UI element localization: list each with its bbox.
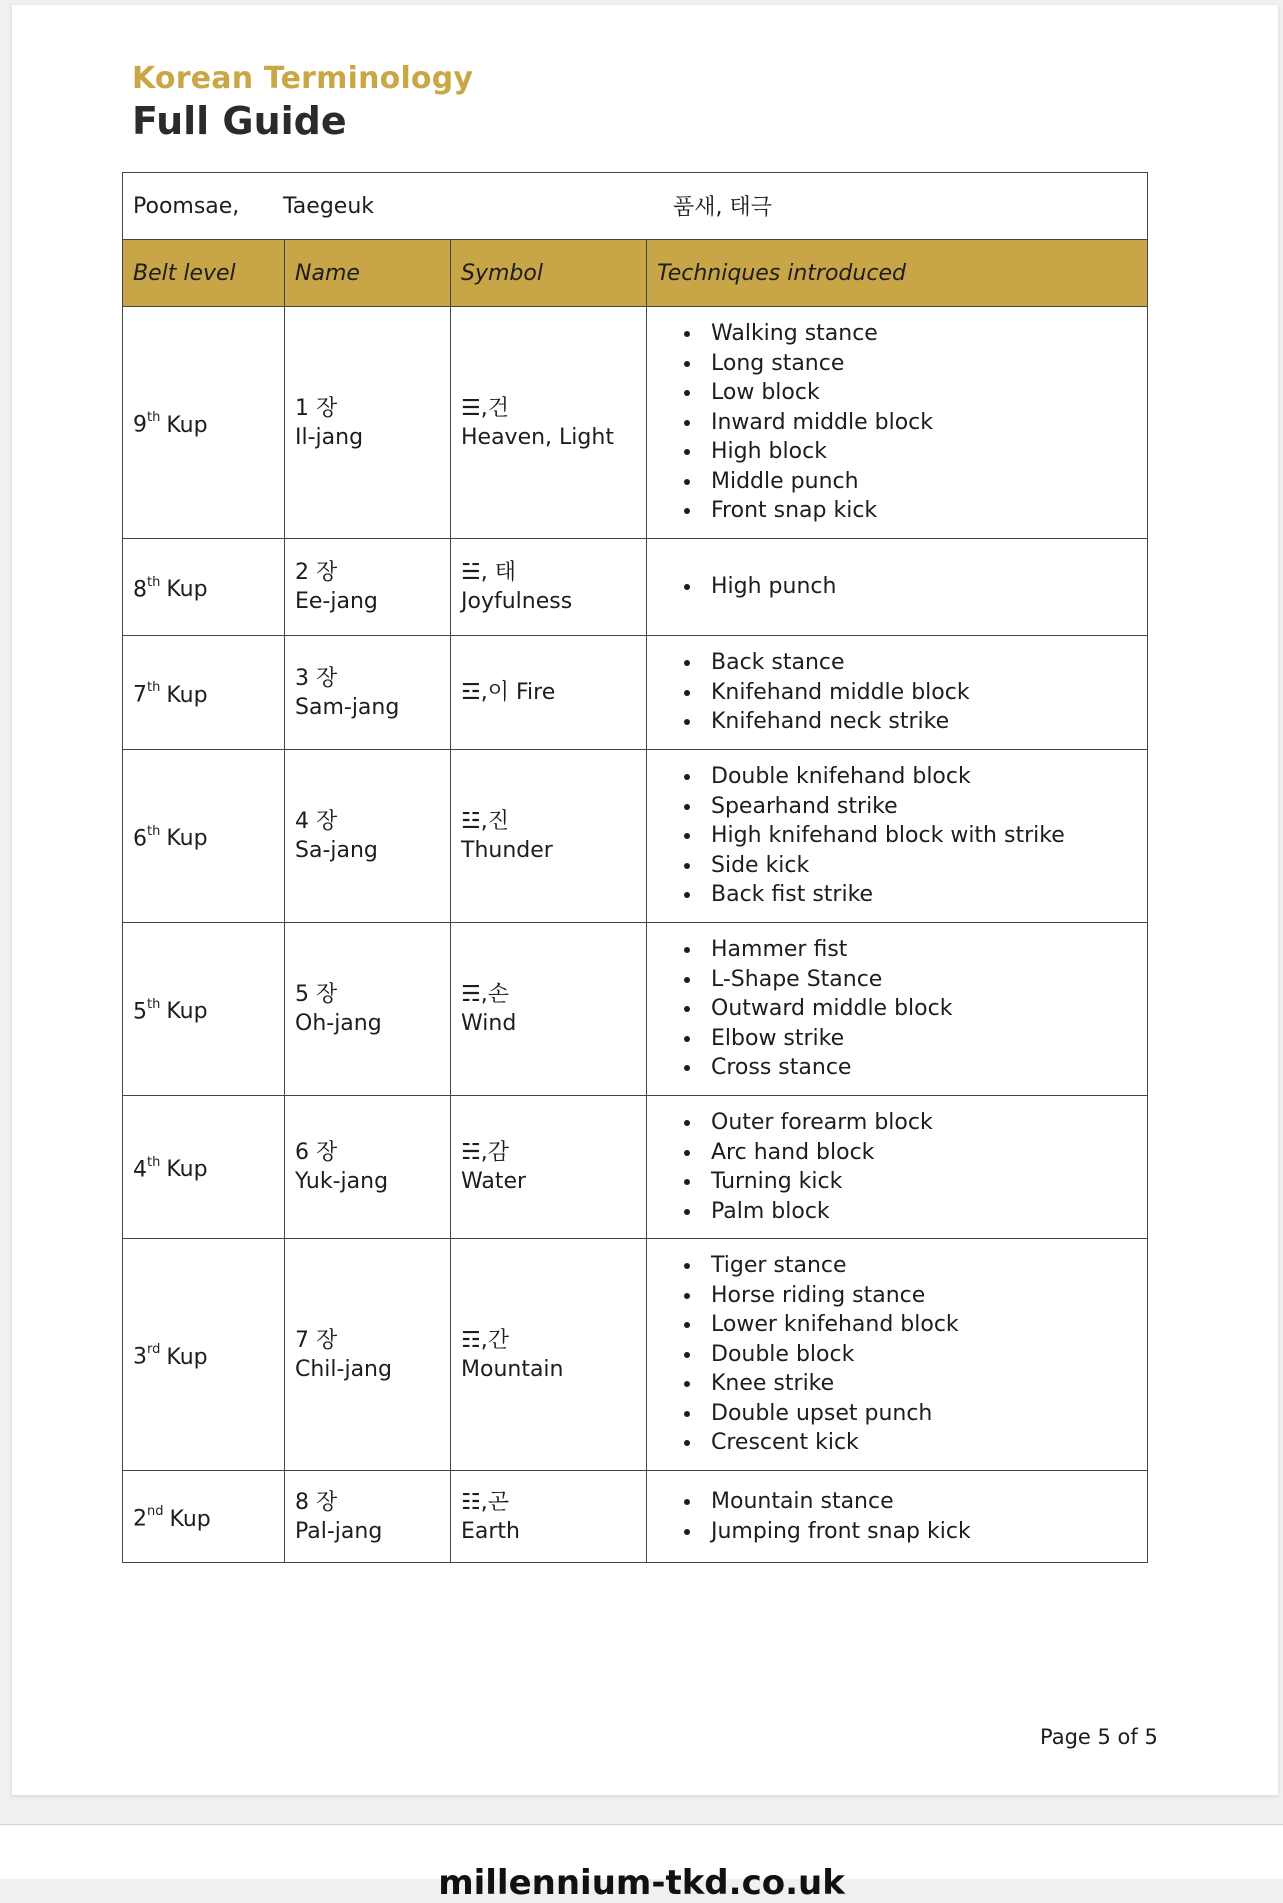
name-korean: 3 장 (295, 665, 338, 691)
name-korean: 2 장 (295, 560, 338, 585)
symbol-korean: ☶,간 (461, 1327, 509, 1353)
table-row (123, 539, 1148, 636)
name-korean: 7 장 (295, 1327, 338, 1353)
table-title-row (123, 173, 1148, 240)
technique-item: • Mountain stance (703, 1487, 1137, 1517)
name-english: Sam-jang (295, 694, 400, 720)
name-english: Il-jang (295, 424, 364, 450)
technique-item: • Back fist strike (703, 880, 1137, 910)
belt-unit: Kup (166, 826, 208, 852)
symbol-cell (451, 636, 647, 750)
technique-item: • L-Shape Stance (703, 965, 1137, 995)
symbol-english: Mountain (461, 1356, 564, 1382)
techniques-cell (647, 1471, 1148, 1563)
technique-item: • Walking stance (703, 319, 1137, 349)
technique-item: • Front snap kick (703, 496, 1137, 526)
document-subtitle: Korean Terminology (132, 61, 474, 96)
name-cell (285, 1239, 451, 1471)
footer-bar (0, 1824, 1283, 1903)
table-row (123, 1471, 1148, 1563)
symbol-cell (451, 1239, 647, 1471)
symbol-english: Earth (461, 1518, 520, 1544)
technique-item: • Arc hand block (703, 1138, 1137, 1168)
name-korean: 1 장 (295, 395, 338, 421)
belt-unit: Kup (166, 1157, 208, 1183)
technique-item: • Double block (703, 1340, 1137, 1370)
technique-item: • High block (703, 437, 1137, 467)
technique-item: • Hammer fist (703, 935, 1137, 965)
symbol-korean: ☱, 태 (461, 560, 516, 585)
name-cell (285, 1471, 451, 1563)
technique-item: • Low block (703, 378, 1137, 408)
technique-item: • Tiger stance (703, 1251, 1137, 1281)
belt-number: 9 (133, 412, 147, 438)
symbol-cell (451, 539, 647, 636)
technique-item: • Inward middle block (703, 408, 1137, 438)
technique-item: • High knifehand block with strike (703, 821, 1137, 851)
technique-item: • Palm block (703, 1197, 1137, 1227)
symbol-korean: ☰,건 (461, 395, 509, 421)
belt-unit: Kup (166, 682, 208, 708)
symbol-cell (451, 307, 647, 539)
name-english: Pal-jang (295, 1518, 383, 1544)
name-english: Sa-jang (295, 838, 378, 863)
techniques-cell (647, 1096, 1148, 1239)
technique-item: • Crescent kick (703, 1428, 1137, 1458)
table-row (123, 923, 1148, 1096)
technique-item: • Double upset punch (703, 1399, 1137, 1429)
technique-item: • Spearhand strike (703, 792, 1137, 822)
name-korean: 8 장 (295, 1489, 338, 1515)
technique-item: • Knee strike (703, 1369, 1137, 1399)
symbol-korean: ☴,손 (461, 982, 509, 1007)
name-korean: 6 장 (295, 1140, 338, 1165)
symbol-korean: ☳,진 (461, 809, 509, 834)
column-header-symbol: Symbol (451, 240, 647, 307)
table-row (123, 750, 1148, 923)
poomsae-table (122, 172, 1148, 1563)
symbol-english: Water (461, 1169, 527, 1194)
technique-item: • Back stance (703, 648, 1137, 678)
belt-number: 6 (133, 826, 147, 852)
symbol-cell (451, 750, 647, 923)
name-cell (285, 750, 451, 923)
technique-item: • Turning kick (703, 1167, 1137, 1197)
table-row (123, 1239, 1148, 1471)
technique-item: • Jumping front snap kick (703, 1517, 1137, 1547)
techniques-cell (647, 750, 1148, 923)
belt-level-cell (123, 923, 285, 1096)
name-english: Ee-jang (295, 589, 378, 614)
symbol-korean: ☷,곤 (461, 1489, 509, 1515)
technique-item: • Horse riding stance (703, 1281, 1137, 1311)
table-title-korean: 품새, 태극 (673, 195, 772, 220)
belt-unit: Kup (166, 412, 208, 438)
techniques-list (657, 1251, 1137, 1458)
column-header-name: Name (285, 240, 451, 307)
table-row (123, 636, 1148, 750)
name-english: Yuk-jang (295, 1169, 389, 1194)
belt-ordinal-suffix: th (147, 823, 161, 839)
table-title-cell (123, 173, 1148, 240)
techniques-list (657, 572, 1137, 602)
name-cell (285, 923, 451, 1096)
techniques-list (657, 648, 1137, 737)
table-title-en-1: Poomsae, (133, 193, 240, 219)
techniques-cell (647, 923, 1148, 1096)
symbol-english: Wind (461, 1011, 517, 1036)
table-row (123, 1096, 1148, 1239)
belt-number: 4 (133, 1157, 147, 1183)
name-cell (285, 307, 451, 539)
belt-ordinal-suffix: th (147, 410, 161, 426)
techniques-list (657, 935, 1137, 1083)
belt-ordinal-suffix: rd (147, 1342, 161, 1358)
symbol-english: Joyfulness (461, 589, 573, 614)
belt-unit: Kup (169, 1506, 211, 1532)
technique-item: • Knifehand middle block (703, 678, 1137, 708)
symbol-english: Thunder (461, 838, 553, 863)
technique-item: • Cross stance (703, 1053, 1137, 1083)
techniques-cell (647, 1239, 1148, 1471)
techniques-list (657, 319, 1137, 526)
belt-unit: Kup (166, 999, 208, 1025)
techniques-cell (647, 307, 1148, 539)
name-cell (285, 636, 451, 750)
belt-level-cell (123, 539, 285, 636)
techniques-list (657, 762, 1137, 910)
symbol-english: Heaven, Light (461, 424, 614, 450)
column-header-belt-level: Belt level (123, 240, 285, 307)
table-title-en-2: Taegeuk (283, 193, 374, 219)
name-cell (285, 539, 451, 636)
technique-item: • Elbow strike (703, 1024, 1137, 1054)
name-english: Oh-jang (295, 1011, 382, 1036)
symbol-cell (451, 1096, 647, 1239)
belt-level-cell (123, 750, 285, 923)
page-number: Page 5 of 5 (1040, 1725, 1158, 1749)
belt-ordinal-suffix: th (147, 574, 161, 590)
technique-item: • Lower knifehand block (703, 1310, 1137, 1340)
column-header-techniques: Techniques introduced (647, 240, 1148, 307)
table-row (123, 307, 1148, 539)
document-title: Full Guide (132, 99, 347, 143)
techniques-list (657, 1108, 1137, 1226)
technique-item: • Knifehand neck strike (703, 707, 1137, 737)
belt-level-cell (123, 1096, 285, 1239)
belt-number: 5 (133, 999, 147, 1025)
belt-level-cell (123, 1239, 285, 1471)
technique-item: • High punch (703, 572, 1137, 602)
table-header-row (123, 240, 1148, 307)
belt-number: 3 (133, 1344, 147, 1370)
footer-url[interactable]: millennium-tkd.co.uk (438, 1863, 845, 1903)
symbol-korean: ☲,이 Fire (461, 680, 556, 705)
belt-number: 2 (133, 1506, 147, 1532)
belt-unit: Kup (166, 1344, 208, 1370)
techniques-cell (647, 636, 1148, 750)
belt-ordinal-suffix: nd (147, 1504, 164, 1520)
name-cell (285, 1096, 451, 1239)
belt-level-cell (123, 1471, 285, 1563)
symbol-cell (451, 923, 647, 1096)
belt-unit: Kup (166, 577, 208, 603)
belt-level-cell (123, 636, 285, 750)
belt-number: 7 (133, 682, 147, 708)
belt-level-cell (123, 307, 285, 539)
belt-ordinal-suffix: th (147, 680, 161, 696)
technique-item: • Outward middle block (703, 994, 1137, 1024)
technique-item: • Middle punch (703, 467, 1137, 497)
name-korean: 4 장 (295, 809, 338, 834)
symbol-korean: ☵,감 (461, 1140, 509, 1165)
technique-item: • Double knifehand block (703, 762, 1137, 792)
belt-ordinal-suffix: th (147, 996, 161, 1012)
belt-ordinal-suffix: th (147, 1154, 161, 1170)
technique-item: • Long stance (703, 349, 1137, 379)
belt-number: 8 (133, 577, 147, 603)
techniques-cell (647, 539, 1148, 636)
techniques-list (657, 1487, 1137, 1546)
technique-item: • Side kick (703, 851, 1137, 881)
technique-item: • Outer forearm block (703, 1108, 1137, 1138)
name-english: Chil-jang (295, 1356, 392, 1382)
symbol-cell (451, 1471, 647, 1563)
name-korean: 5 장 (295, 982, 338, 1007)
